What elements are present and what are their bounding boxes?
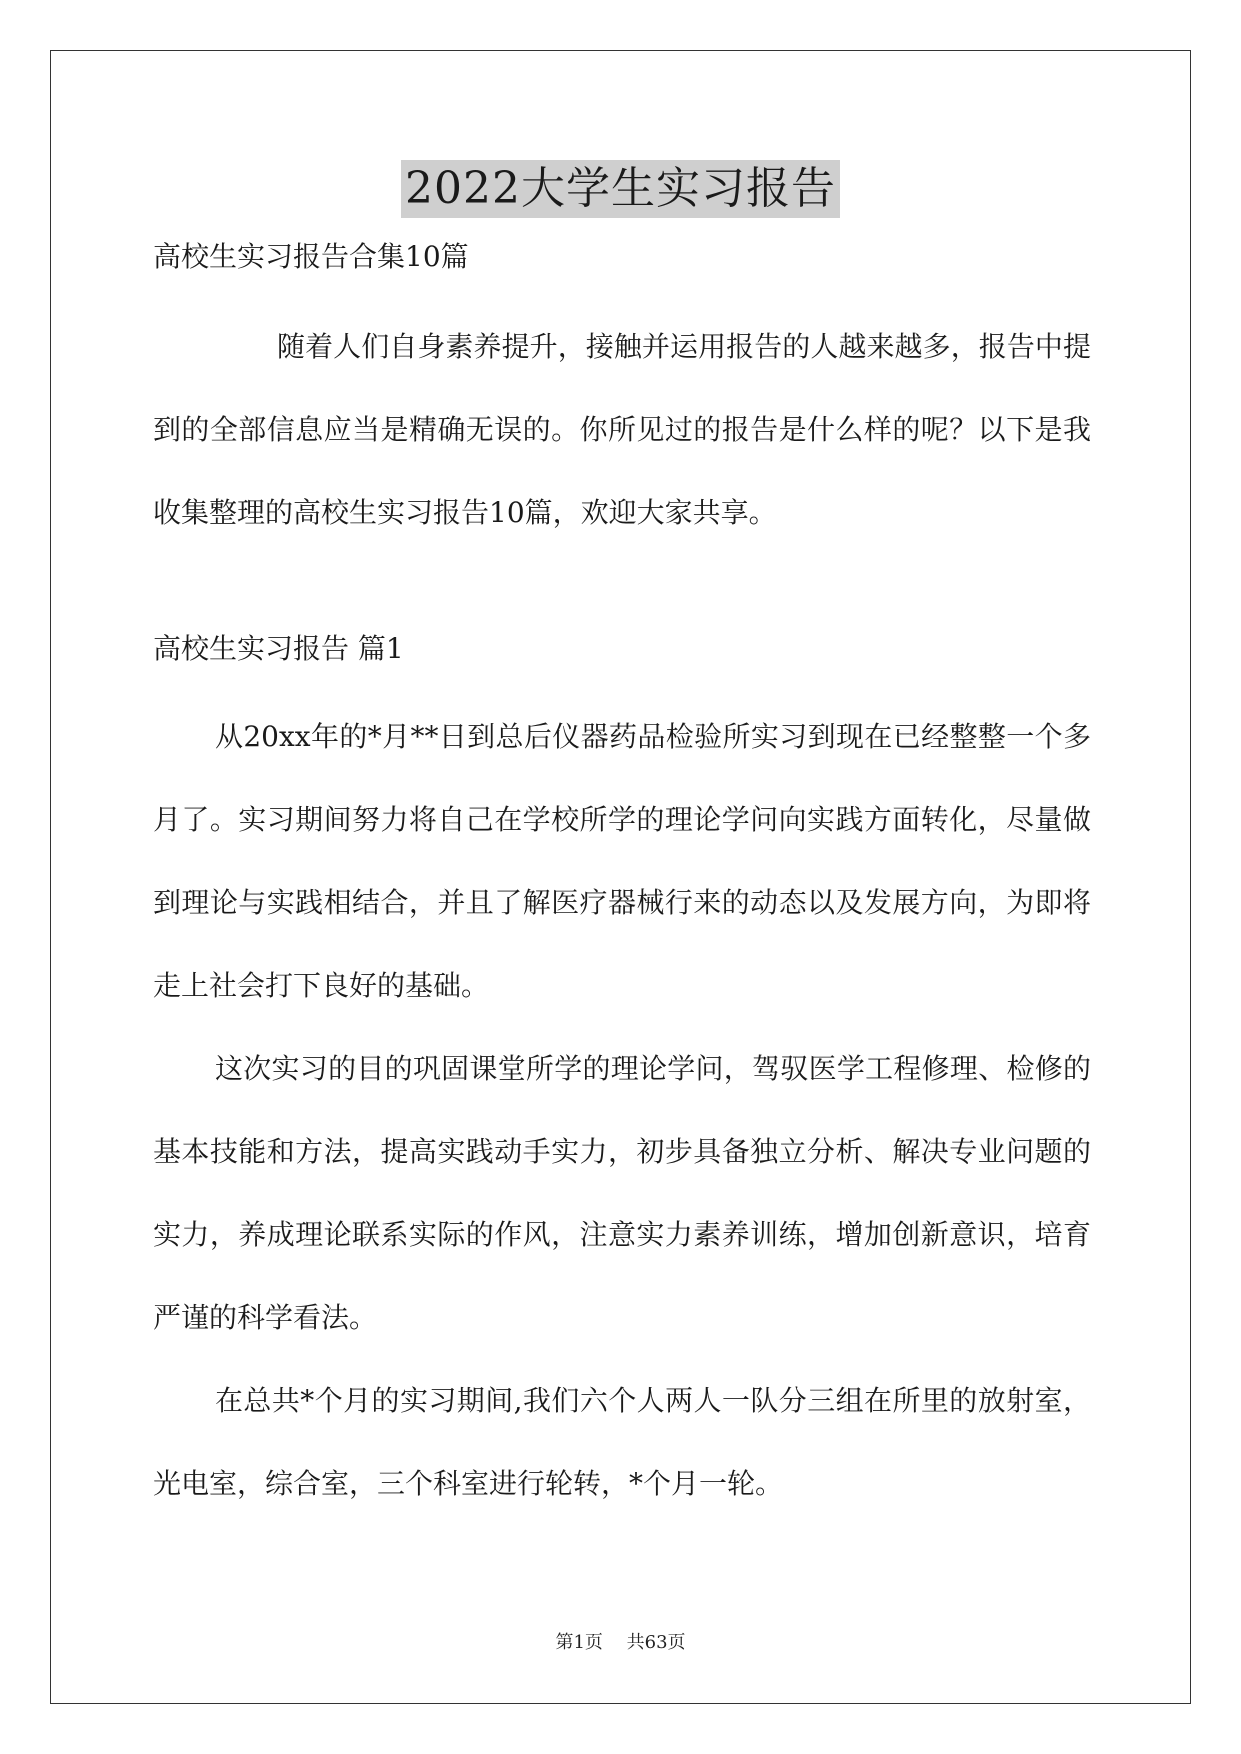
document-body	[153, 232, 1091, 1525]
total-pages: 共63页	[626, 1632, 686, 1653]
document-title-text: 2022大学生实习报告	[401, 160, 840, 218]
page-number: 第1页	[555, 1632, 603, 1653]
body-paragraph-2: 这次实习的目的巩固课堂所学的理论学问，驾驭医学工程修理、检修的基本技能和方法，提高实践动手实力，初步具备独立分析、解决专业问题的实力，养成理论联系实际的作风，注意实力素养训练，增加创新意识，培育严谨的科学看法。	[153, 1052, 1091, 1334]
document-title	[0, 160, 1241, 218]
section-heading: 高校生实习报告 篇1	[153, 632, 404, 665]
body-paragraph-1: 从20xx年的*月**日到总后仪器药品检验所实习到现在已经整整一个多月了。实习期间努力将自己在学校所学的理论学问向实践方面转化，尽量做到理论与实践相结合，并且了解医疗器械行来的动态以及发展方向，为即将走上社会打下良好的基础。	[153, 720, 1091, 1002]
collection-heading: 高校生实习报告合集10篇	[153, 240, 469, 273]
intro-paragraph: 随着人们自身素养提升，接触并运用报告的人越来越多，报告中提到的全部信息应当是精确无误的。你所见过的报告是什么样的呢？以下是我收集整理的高校生实习报告10篇，欢迎大家共享。	[153, 330, 1091, 529]
page-footer	[0, 1628, 1241, 1654]
body-paragraph-3: 在总共*个月的实习期间,我们六个人两人一队分三组在所里的放射室，光电室，综合室，三个科室进行轮转，*个月一轮。	[153, 1384, 1091, 1500]
